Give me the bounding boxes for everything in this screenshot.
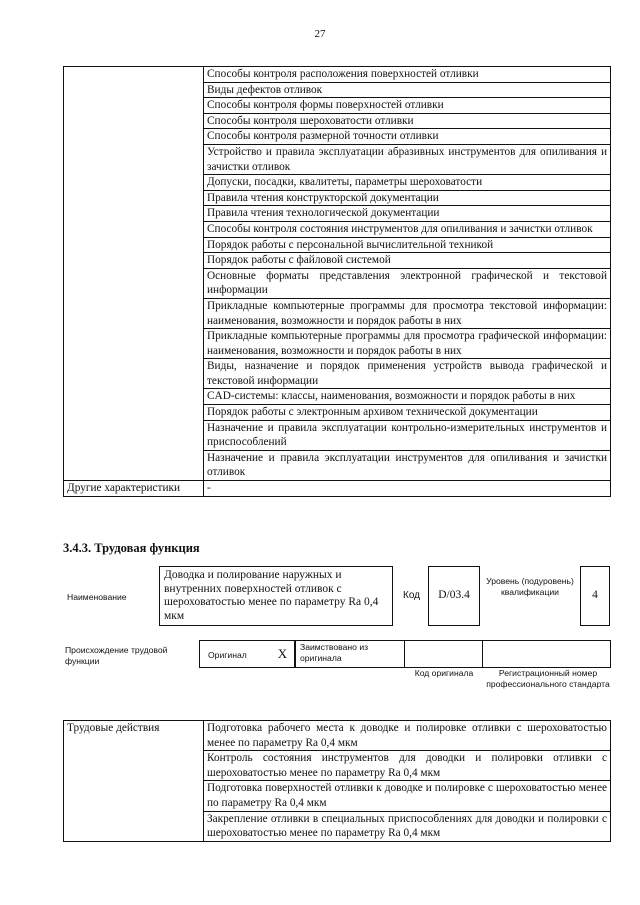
reg-number-cell bbox=[483, 640, 611, 668]
knowledge-item: Порядок работы с электронным архивом технической документации bbox=[204, 405, 611, 421]
borrowed-label: Заимствовано из оригинала bbox=[300, 642, 369, 663]
actions-label: Трудовые действия bbox=[64, 721, 204, 842]
action-item: Контроль состояния инструментов для доводки и полировки отливки с шероховатостью менее по параметру Ra 0,4 мкм bbox=[204, 751, 611, 781]
table-row bbox=[64, 721, 611, 751]
other-characteristics-label: Другие характеристики bbox=[64, 481, 204, 497]
action-item: Закрепление отливки в специальных приспособлениях для доводки и полировки с шероховатостью менее по параметру Ra 0,4 мкм bbox=[204, 811, 611, 841]
knowledge-item: Способы контроля формы поверхностей отливки bbox=[204, 98, 611, 114]
section-title: 3.4.3. Трудовая функция bbox=[63, 541, 200, 555]
knowledge-item: Правила чтения технологической документации bbox=[204, 206, 611, 222]
origin-row bbox=[199, 640, 611, 668]
knowledge-item: Назначение и правила эксплуатации инструментов для опиливания и зачистки отливок bbox=[204, 450, 611, 480]
other-characteristics-value: - bbox=[204, 481, 611, 497]
knowledge-item: Способы контроля расположения поверхностей отливки bbox=[204, 67, 611, 83]
code-caption: Код оригинала bbox=[414, 668, 474, 678]
knowledge-item: Способы контроля шероховатости отливки bbox=[204, 113, 611, 129]
code-value: D/03.4 bbox=[438, 589, 470, 602]
knowledge-table bbox=[63, 66, 611, 497]
original-label: Оригинал bbox=[208, 650, 247, 660]
table-row bbox=[64, 67, 611, 83]
knowledge-item: Прикладные компьютерные программы для просмотра текстовой информации: наименования, возможности и порядок работы в них bbox=[204, 298, 611, 328]
page-number: 27 bbox=[314, 28, 326, 40]
level-label: Уровень (подуровень) квалификации bbox=[486, 576, 574, 597]
original-mark-cell bbox=[271, 640, 295, 668]
action-item: Подготовка рабочего места к доводке и полировке отливки с шероховатостью менее по параметру Ra 0,4 мкм bbox=[204, 721, 611, 751]
knowledge-item: Виды, назначение и порядок применения устройств вывода графической и текстовой информации bbox=[204, 359, 611, 389]
origin-label: Происхождение трудовой функции bbox=[65, 645, 168, 666]
action-item: Подготовка поверхностей отливки к доводке и полировке с шероховатостью менее по параметру Ra 0,4 мкм bbox=[204, 781, 611, 811]
actions-table bbox=[63, 720, 611, 842]
knowledge-item: Виды дефектов отливок bbox=[204, 82, 611, 98]
name-value: Доводка и полирование наружных и внутренних поверхностей отливок с шероховатостью менее по параметру Ra 0,4 мкм bbox=[164, 569, 379, 622]
table-row bbox=[64, 481, 611, 497]
knowledge-item: Прикладные компьютерные программы для просмотра графической информации: наименования, возможности и порядок работы в них bbox=[204, 329, 611, 359]
name-value-box bbox=[159, 566, 393, 626]
original-cell bbox=[199, 640, 271, 668]
code-value-box bbox=[428, 566, 480, 626]
code-label: Код bbox=[403, 590, 421, 601]
knowledge-item: CAD-системы: классы, наименования, возможности и порядок работы в них bbox=[204, 389, 611, 405]
knowledge-label-cell bbox=[64, 67, 204, 481]
name-label: Наименование bbox=[67, 592, 127, 602]
borrowed-cell bbox=[295, 640, 405, 668]
level-value-box bbox=[580, 566, 610, 626]
knowledge-item: Назначение и правила эксплуатации контрольно-измерительных инструментов и приспособлений bbox=[204, 420, 611, 450]
knowledge-item: Правила чтения конструкторской документации bbox=[204, 190, 611, 206]
knowledge-item: Основные форматы представления электронной графической и текстовой информации bbox=[204, 268, 611, 298]
knowledge-item: Способы контроля состояния инструментов для опиливания и зачистки отливок bbox=[204, 221, 611, 237]
original-mark: X bbox=[277, 646, 288, 662]
original-code-cell bbox=[405, 640, 483, 668]
level-value: 4 bbox=[592, 589, 598, 602]
knowledge-item: Порядок работы с файловой системой bbox=[204, 253, 611, 269]
knowledge-item: Порядок работы с персональной вычислительной техникой bbox=[204, 237, 611, 253]
knowledge-item: Устройство и правила эксплуатации абразивных инструментов для опиливания и зачистки отливок bbox=[204, 144, 611, 174]
knowledge-item: Способы контроля размерной точности отливки bbox=[204, 129, 611, 145]
knowledge-item: Допуски, посадки, квалитеты, параметры шероховатости bbox=[204, 175, 611, 191]
reg-caption: Регистрационный номер профессионального стандарта bbox=[486, 668, 610, 689]
